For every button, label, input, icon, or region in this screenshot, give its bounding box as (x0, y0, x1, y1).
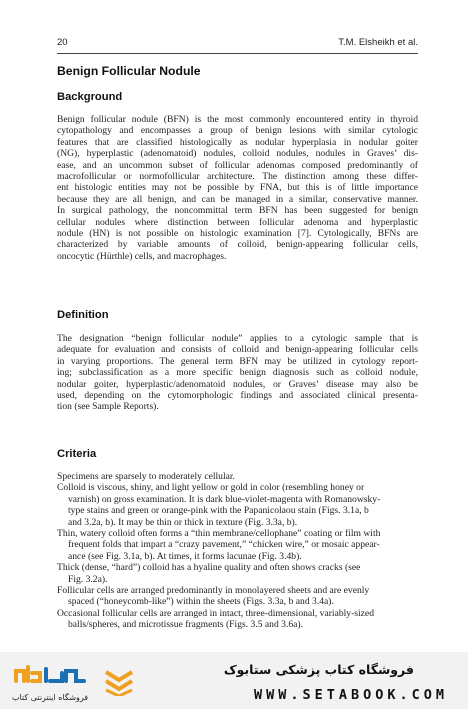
criteria-line-continued: ance (see Fig. 3.1a, b). At times, it forms lacunae (Fig. 3.4b). (68, 550, 302, 562)
text-line: Benign follicular nodule (BFN) is the most commonly encountered entity in thyroid (57, 114, 418, 125)
text-line: tion (see Sample Reports). (57, 401, 159, 413)
text-line: characterized by variable amounts of colloid, benign-appearing follicular cells, (57, 239, 418, 251)
text-line: ease, and an uncommon subset of follicular adenomas composed predominantly of (57, 159, 418, 171)
text-line: (NG), hyperplastic (adenomatoid) nodules, colloid nodules, nodules in Graves’ dis- (57, 148, 418, 160)
text-line: ent histologic entities may not be possible by FNA, but this is of little importance (57, 182, 418, 194)
text-line: macrofollicular or normofollicular architecture. The distinction among these differ- (57, 171, 418, 183)
logo-subtext: فروشگاه اینترنتی کتاب (12, 693, 89, 702)
criteria-item: Colloid is viscous, shiny, and light yellow or gold in color (resembling honey or (57, 482, 365, 494)
paragraph-background (57, 114, 418, 262)
text-line: ing; subclassification as a more specific benign diagnosis such as colloid nodule, (57, 367, 418, 379)
setabook-logo-icon (10, 661, 90, 691)
text-line: used, depending on the cytomorphologic findings and associated clinical presenta- (57, 390, 418, 402)
heading-background: Background (57, 91, 123, 103)
criteria-line-continued: and 3.2a, b). It may be thin or thick in texture (Fig. 3.3a, b). (68, 516, 298, 528)
text-line: nodular goiter, hyperplastic/adenomatoid nodules, or Graves’ disease may also be (57, 378, 418, 390)
text-line: adequate for evaluation and consists of colloid and benign-appearing follicular cells (57, 344, 418, 356)
criteria-line-continued: spaced (“honeycomb-like”) within the sheets (Figs. 3.3a, b and 3.4a). (68, 596, 334, 608)
store-name: فروشگاه کتاب پزشکی ستابوک (223, 662, 414, 677)
page-number: 20 (57, 37, 68, 48)
text-line: cytopathology and encompasses a group of benign lesions with similar cytologic (57, 125, 418, 137)
setabook-logo[interactable] (10, 661, 90, 691)
criteria-item: Specimens are sparsely to moderately cellular. (57, 471, 235, 482)
criteria-list (57, 471, 418, 631)
criteria-line-continued: frequent folds that impart a “crazy pavement,” “chicken wire,” or mosaic appear- (68, 539, 380, 551)
criteria-line-continued: varnish) on gross examination. It is dark blue-violet-magenta with Romanowsky- (68, 493, 381, 505)
header-rule (57, 53, 418, 54)
criteria-item: Follicular cells are arranged predominantly in monolayered sheets and are evenly (57, 585, 370, 597)
store-url-link[interactable]: WWW.SETABOOK.COM (253, 687, 448, 703)
chevron-logo-icon (104, 668, 134, 701)
text-line: oncocytic (Hürthle) cells, and macrophages. (57, 250, 227, 262)
criteria-line-continued: balls/spheres, and microtissue fragments (Figs. 3.5 and 3.6a). (68, 619, 304, 631)
criteria-line-continued: Fig. 3.2a). (68, 573, 108, 585)
text-line: cellular nodules where distinction between follicular adenoma and hyperplastic (57, 216, 418, 228)
criteria-item: Thin, watery colloid often forms a “thin membrane/cellophane” coating or film with (57, 528, 381, 540)
text-line: features that are classified histologically as nodular hyperplasia in nodular goiter (57, 136, 418, 148)
running-author: T.M. Elsheikh et al. (338, 37, 418, 48)
text-line: in varying proportions. The general term BFN may be utilized in cytology report- (57, 355, 418, 367)
text-line: because they are all benign, and can be managed in a similar, conservative manner. (57, 193, 418, 205)
text-line: In surgical pathology, the noncommittal term BFN has been suggested for benign (57, 205, 418, 217)
criteria-line-continued: type stains and green or orange-pink with the Papanicolaou stain (Figs. 3.1a, b (68, 505, 369, 517)
heading-definition: Definition (57, 309, 109, 321)
text-line: The designation “benign follicular nodule” applies to a cytologic sample that is (57, 333, 418, 344)
criteria-item: Thick (dense, “hard”) colloid has a hyaline quality and often shows cracks (see (57, 562, 361, 574)
text-line: nodule (HN) is not possible on histologic examination [7]. Cytologically, BFNs are (57, 228, 418, 240)
paragraph-definition (57, 333, 418, 413)
chapter-section-title: Benign Follicular Nodule (57, 64, 201, 78)
criteria-item: Occasional follicular cells are arranged in intact, three-dimensional, variably-sized (57, 607, 374, 619)
heading-criteria: Criteria (57, 448, 97, 460)
